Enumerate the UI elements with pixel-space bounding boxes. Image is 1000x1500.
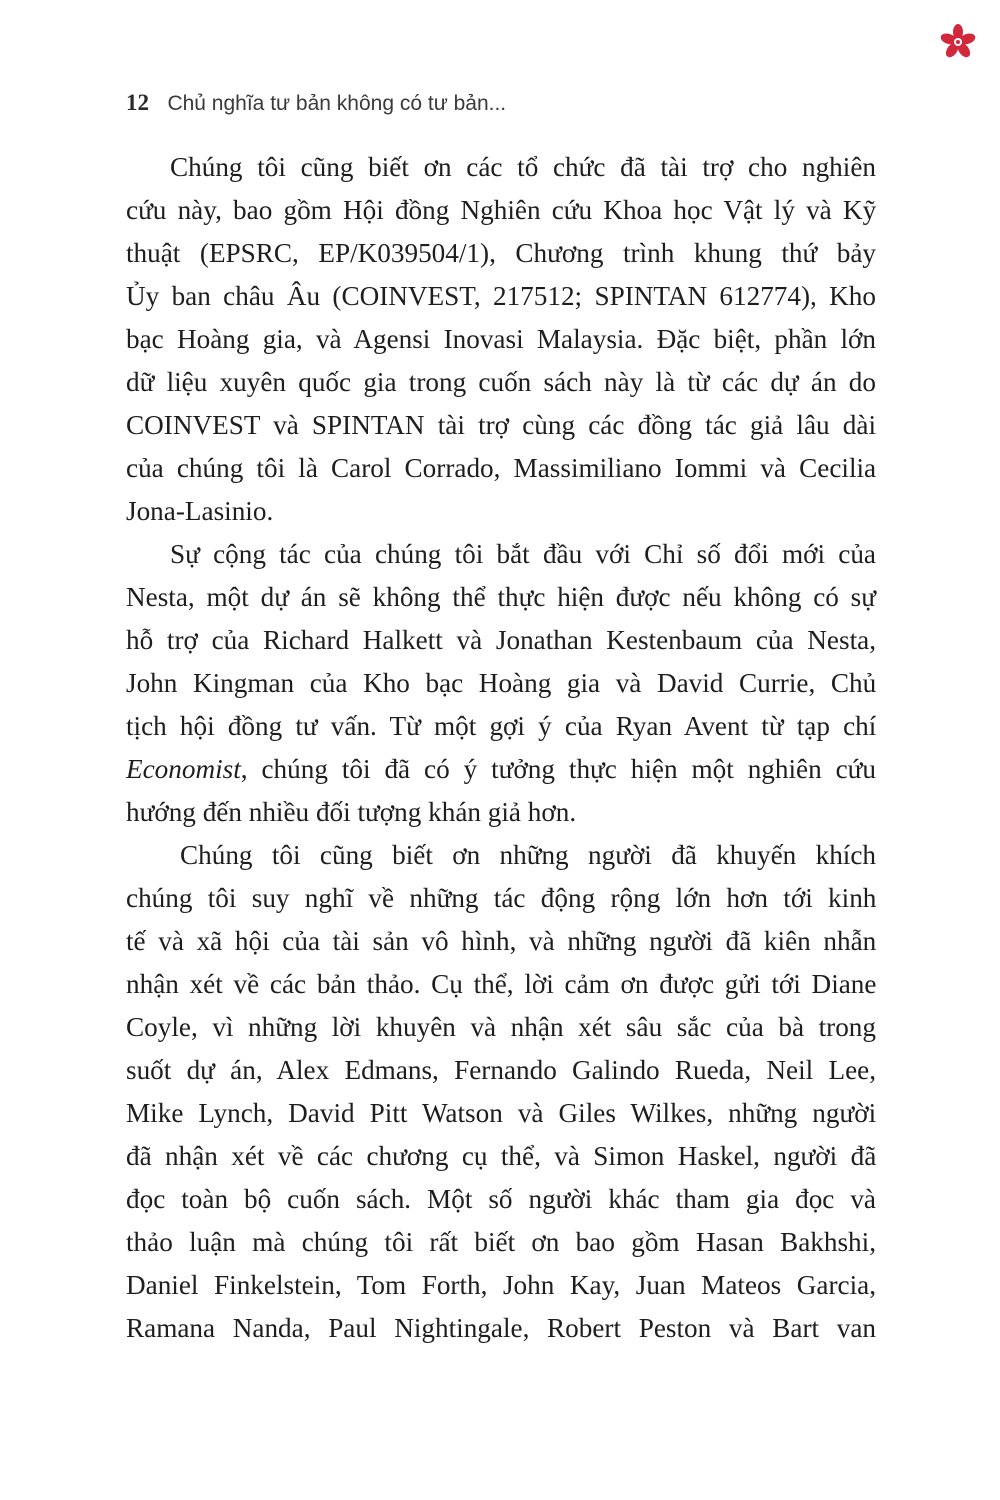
text-line: Daniel Finkelstein, Tom Forth, John Kay, Juan Mateos Garcia, [126,1270,876,1300]
paragraph-1 [126,146,876,533]
text-line: dữ liệu xuyên quốc gia trong cuốn sách này là từ các dự án do [126,367,876,397]
text-line: Nesta, một dự án sẽ không thể thực hiện được nếu không có sự [126,582,876,612]
text-line: Sự cộng tác của chúng tôi bắt đầu với Chỉ số đổi mới của [170,539,876,569]
text-line: Chúng tôi cũng biết ơn các tổ chức đã tài trợ cho nghiên [170,152,876,182]
text-line: tế và xã hội của tài sản vô hình, và những người đã kiên nhẫn [126,926,877,956]
text-line: đã nhận xét về các chương cụ thể, và Simon Haskel, người đã [126,1141,877,1171]
book-title: Chủ nghĩa tư bản không có tư bản... [167,92,507,115]
text-line: Jona-Lasinio. [126,496,274,526]
flower-logo-icon [940,24,976,60]
text-line: nhận xét về các bản thảo. Cụ thể, lời cảm ơn được gửi tới Diane [126,969,877,999]
text-line: của chúng tôi là Carol Corrado, Massimiliano Iommi và Cecilia [126,453,877,483]
text-line: Ramana Nanda, Paul Nightingale, Robert Peston và Bart van [126,1313,876,1343]
text-line: John Kingman của Kho bạc Hoàng gia và David Currie, Chủ [126,668,877,698]
text-line: Chúng tôi cũng biết ơn những người đã khuyến khích [180,840,876,870]
text-line: hướng đến nhiều đối tượng khán giả hơn. [126,797,577,827]
running-head [126,90,506,122]
text-line-italic [126,748,876,791]
paragraph-3 [126,834,876,1350]
text-line: hỗ trợ của Richard Halkett và Jonathan Kestenbaum của Nesta, [126,625,876,655]
text-fragment: , chúng tôi đã có ý tưởng thực hiện một nghiên cứu [240,754,876,784]
page-number: 12 [126,90,149,115]
text-line: thuật (EPSRC, EP/K039504/1), Chương trình khung thứ bảy [126,238,876,268]
text-line: chúng tôi suy nghĩ về những tác động rộng lớn hơn tới kinh [126,883,877,913]
text-line: suốt dự án, Alex Edmans, Fernando Galindo Rueda, Neil Lee, [126,1055,876,1085]
text-line: Mike Lynch, David Pitt Watson và Giles Wilkes, những người [126,1098,877,1128]
text-line: thảo luận mà chúng tôi rất biết ơn bao gồm Hasan Bakhshi, [126,1227,876,1257]
text-line: Ủy ban châu Âu (COINVEST, 217512; SPINTAN 612774), Kho [126,281,876,311]
paragraph-2 [126,533,876,834]
text-line: bạc Hoàng gia, và Agensi Inovasi Malaysia. Đặc biệt, phần lớn [126,324,876,354]
italic-magazine-name: Economist [126,754,241,784]
body-text [126,146,876,1350]
text-line: tịch hội đồng tư vấn. Từ một gợi ý của Ryan Avent từ tạp chí [126,711,877,741]
text-line: Coyle, vì những lời khuyên và nhận xét sâu sắc của bà trong [126,1012,876,1042]
text-line: COINVEST và SPINTAN tài trợ cùng các đồng tác giả lâu dài [126,410,876,440]
text-line: cứu này, bao gồm Hội đồng Nghiên cứu Khoa học Vật lý và Kỹ [126,195,877,225]
text-line: đọc toàn bộ cuốn sách. Một số người khác tham gia đọc và [126,1184,876,1214]
